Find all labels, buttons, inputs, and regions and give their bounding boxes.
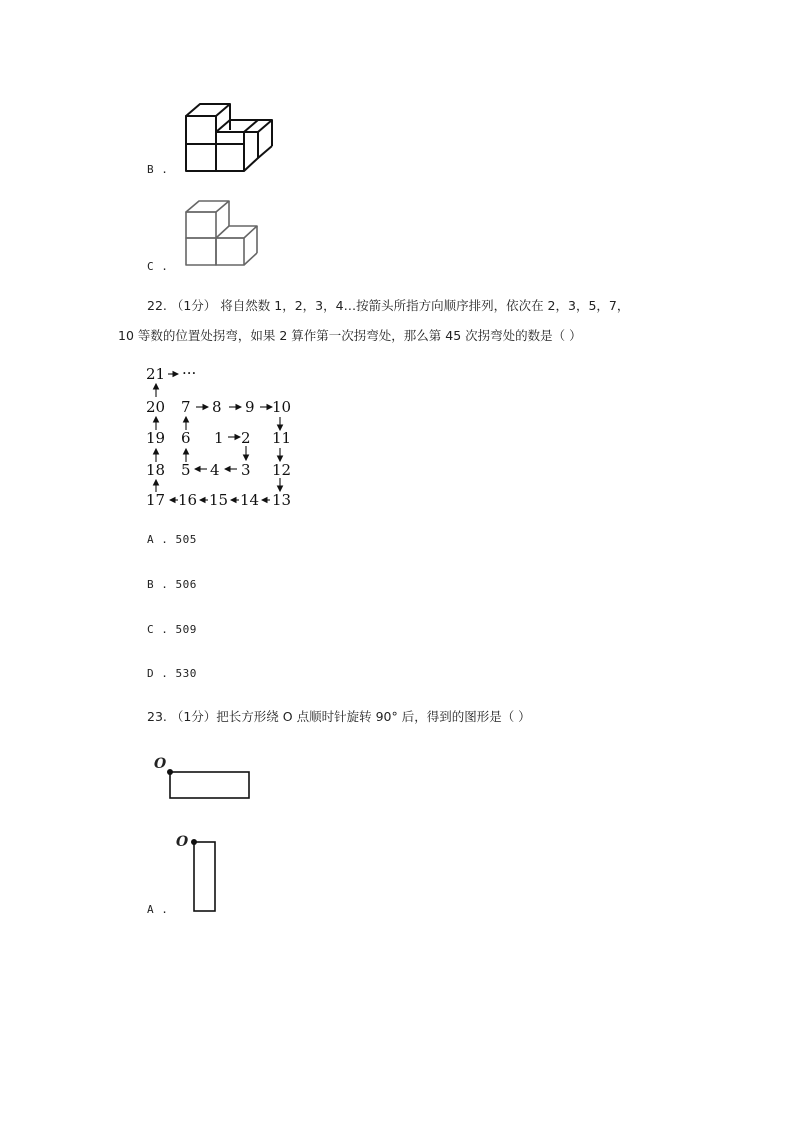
spiral-number-10: 10	[272, 398, 292, 416]
option-b	[147, 578, 197, 591]
spiral-number-15: 15	[209, 491, 229, 509]
original-rectangle-figure	[150, 756, 260, 802]
option-d	[147, 667, 197, 680]
option-c-label: C .	[147, 260, 169, 273]
option-c-label: C .	[147, 623, 169, 636]
spiral-number-20: 20	[146, 398, 166, 416]
spiral-ellipsis: ···	[182, 364, 197, 382]
spiral-number-diagram	[140, 362, 310, 512]
option-b-label: B .	[147, 163, 169, 176]
option-c	[147, 623, 197, 636]
option-c-value: 509	[175, 623, 197, 636]
spiral-number-21: 21	[146, 365, 166, 383]
spiral-number-14: 14	[240, 491, 260, 509]
spiral-number-12: 12	[272, 461, 292, 479]
option-a-value: 505	[175, 533, 197, 546]
spiral-number-6: 6	[181, 429, 191, 447]
option-a	[147, 533, 197, 546]
option-a-label-q23: A .	[147, 903, 169, 916]
cube-figure-option-b	[180, 100, 280, 175]
spiral-number-8: 8	[212, 398, 222, 416]
option-b-value: 506	[175, 578, 197, 591]
point-o-label: O	[154, 756, 167, 772]
spiral-number-4: 4	[210, 461, 220, 479]
spiral-number-19: 19	[146, 429, 166, 447]
spiral-number-9: 9	[245, 398, 255, 416]
horizontal-rectangle	[150, 756, 260, 802]
option-d-value: 530	[175, 667, 197, 680]
spiral-number-17: 17	[146, 491, 166, 509]
option-b-label: B .	[147, 578, 169, 591]
cube-figure-option-c	[183, 198, 263, 268]
spiral-number-5: 5	[181, 461, 191, 479]
option-d-label: D .	[147, 667, 169, 680]
spiral-number-1: 1	[214, 429, 224, 447]
question-22-line-2: 10 等数的位置处拐弯，如果 2 算作第一次拐弯处，那么第 45 次拐弯处的数是（ ）	[118, 328, 582, 343]
question-22-line-1: 22. （1分） 将自然数 1，2，3，4…按箭头所指方向顺序排列，依次在 2，3，5，7，	[147, 298, 630, 313]
spiral-number-2: 2	[241, 429, 251, 447]
point-o-label-option-a: O	[176, 834, 189, 850]
vertical-rectangle	[172, 830, 232, 916]
question-23-text: 23. （1分）把长方形绕 O 点顺时针旋转 90° 后，得到的图形是（ ）	[147, 709, 531, 724]
option-a-rotated-rectangle-figure	[172, 830, 232, 916]
option-a-label: A .	[147, 533, 169, 546]
spiral-number-13: 13	[272, 491, 292, 509]
spiral-number-11: 11	[272, 429, 292, 447]
spiral-number-18: 18	[146, 461, 166, 479]
spiral-number-7: 7	[181, 398, 191, 416]
spiral-number-3: 3	[241, 461, 251, 479]
spiral-number-16: 16	[178, 491, 198, 509]
